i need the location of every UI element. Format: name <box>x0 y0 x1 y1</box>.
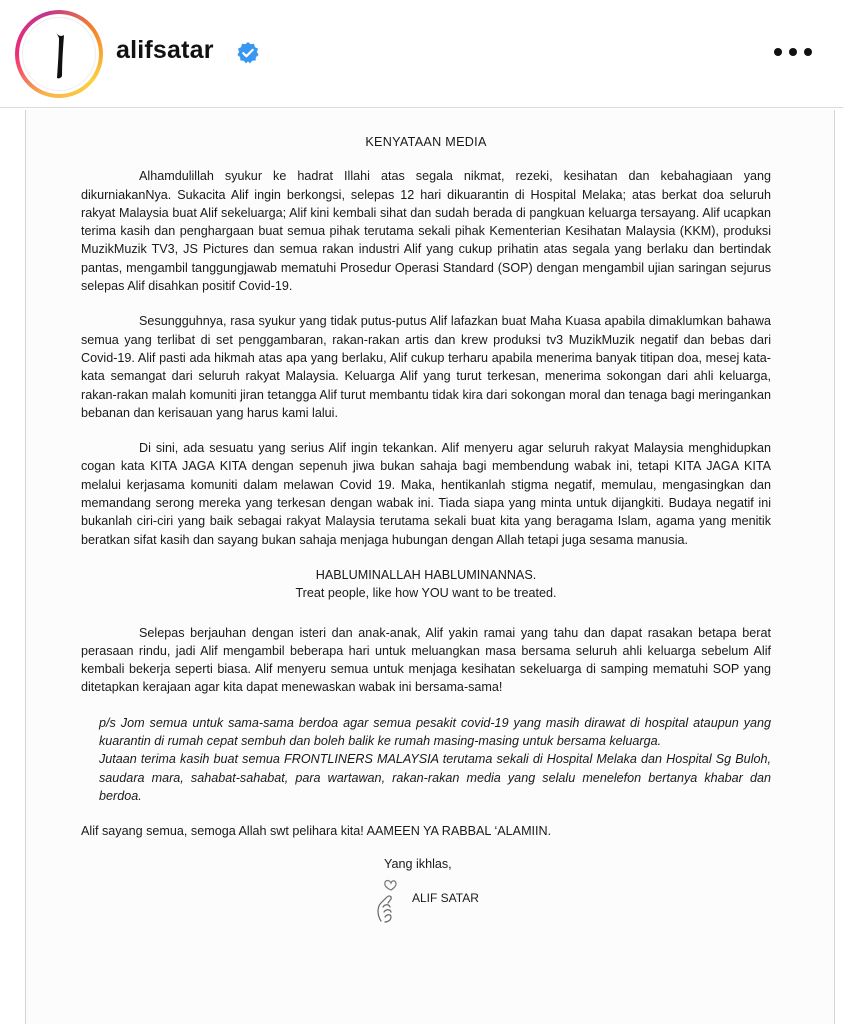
signature-name: ALIF SATAR <box>412 890 479 905</box>
postscript-1: p/s Jom semua untuk sama-sama berdoa agar semua pesakit covid-19 yang masih dirawat di hospital ataupun yang kuarantin di rumah cepat sembuh dan boleh balik ke rumah masing-masing untuk bersama keluarga. <box>99 715 771 749</box>
press-statement <box>81 133 771 915</box>
motto-line-2: Treat people, like how YOU want to be treated. <box>295 586 557 601</box>
avatar-story-ring[interactable] <box>15 10 103 98</box>
sign-off: Yang ikhlas, <box>384 856 452 871</box>
calligraphy-logo-icon <box>23 18 95 90</box>
signature-block <box>81 855 771 915</box>
motto-line-1: HABLUMINALLAH HABLUMINANNAS. <box>315 567 537 582</box>
username[interactable]: alifsatar <box>116 36 214 64</box>
paragraph-2: Sesungguhnya, rasa syukur yang tidak putus-putus Alif lafazkan buat Maha Kuasa apabila dimaklumkan bahawa semua yang terlibat di set penggambaran, rakan-rakan artis dan krew produksi tv3 MuzikMuzik negatif dan bebas dari Covid-19. Alif pasti ada hikmah atas apa yang berlaku, Alif cukup terharu apabila menerima banyak titipan doa, mesej kata-kata semangat dari seluruh rakyat Malaysia. Keluarga Alif yang turut terkesan, menerima sokongan dari ahli keluarga, rakan-rakan malah komuniti jiran tetangga Alif turut membantu tidak kira dari sokongan moral dan tenaga bagi meringankan bebanan dan kerisauan yang harus kami lalui. <box>81 314 771 420</box>
document-title: KENYATAAN MEDIA <box>365 135 487 149</box>
post-header <box>0 0 843 108</box>
finger-heart-icon <box>369 877 409 925</box>
paragraph-4: Selepas berjauhan dengan isteri dan anak-anak, Alif yakin ramai yang tahu dan dapat rasakan betapa berat perasaan rindu, jadi Alif mengambil beberapa hari untuk meluangkan masa bersama seluruh ahli keluarga sebelum Alif kembali bekerja seperti biasa. Alif menyeru semua untuk menjaga kesihatan sekeluarga di samping mematuhi SOP yang ditetapkan kerajaan agar kita dapat menewaskan wabak ini bersama-sama! <box>81 625 771 695</box>
postscript-2: Jutaan terima kasih buat semua FRONTLINERS MALAYSIA terutama sekali di Hospital Melaka dan Hospital Sg Buloh, saudara mara, sahabat-sahabat, para wartawan, rakan-rakan media yang selalu menelefon bertanya khabar dan berdoa. <box>99 752 771 803</box>
more-options-icon[interactable] <box>770 38 816 66</box>
verified-badge-icon <box>236 41 260 65</box>
paragraph-1: Alhamdulillah syukur ke hadrat Illahi atas segala nikmat, rezeki, kesihatan dan kebahagiaan yang dikurniakanNya. Sukacita Alif ingin berkongsi, selepas 12 hari dikuarantin di Hospital Melaka; atas berkat doa seluruh rakyat Malaysia buat Alif sekeluarga; Alif kini kembali sihat dan sudah berada di pangkuan keluarga tersayang. Alif ucapkan terima kasih dan penghargaan buat semua pihak terutama sekali pihak Kementerian Kesihatan Malaysia (KKM), produksi MuzikMuzik TV3, JS Pictures dan semua rakan industri Alif yang cukup prihatin atas segala yang berlaku dan bertindak pantas, mengambil tanggungjawab mematuhi Prosedur Operasi Standard (SOP) dengan mengambil ujian saringan sejurus selepas Alif disahkan positif Covid-19. <box>81 169 771 294</box>
postscript <box>99 714 771 805</box>
paragraph-3: Di sini, ada sesuatu yang serius Alif ingin tekankan. Alif menyeru agar seluruh rakyat Malaysia menghidupkan cogan kata KITA JAGA KITA dengan sepenuh jiwa bukan sahaja bagi membendung wabak ini, tetapi KITA JAGA KITA melalui kerjasama komuniti dalam melawan Covid 19. Maka, hentikanlah stigma negatif, memulau, mengasingkan dan memandang serong mereka yang terkesan dengan wabak ini. Tiada siapa yang minta untuk dijangkiti. Budaya negatif ini bukanlah ciri-ciri yang baik sebagai rakyat Malaysia terutama sekali buat kita yang beragama Islam, agama yang menitik beratkan sifat kasih dan sayang bukan sahaja menjaga hubungan dengan Allah tetapi juga sesama manusia. <box>81 441 771 547</box>
avatar[interactable] <box>22 17 96 91</box>
closing-line: Alif sayang semua, semoga Allah swt pelihara kita! AAMEEN YA RABBAL ‘ALAMIIN. <box>81 824 552 839</box>
